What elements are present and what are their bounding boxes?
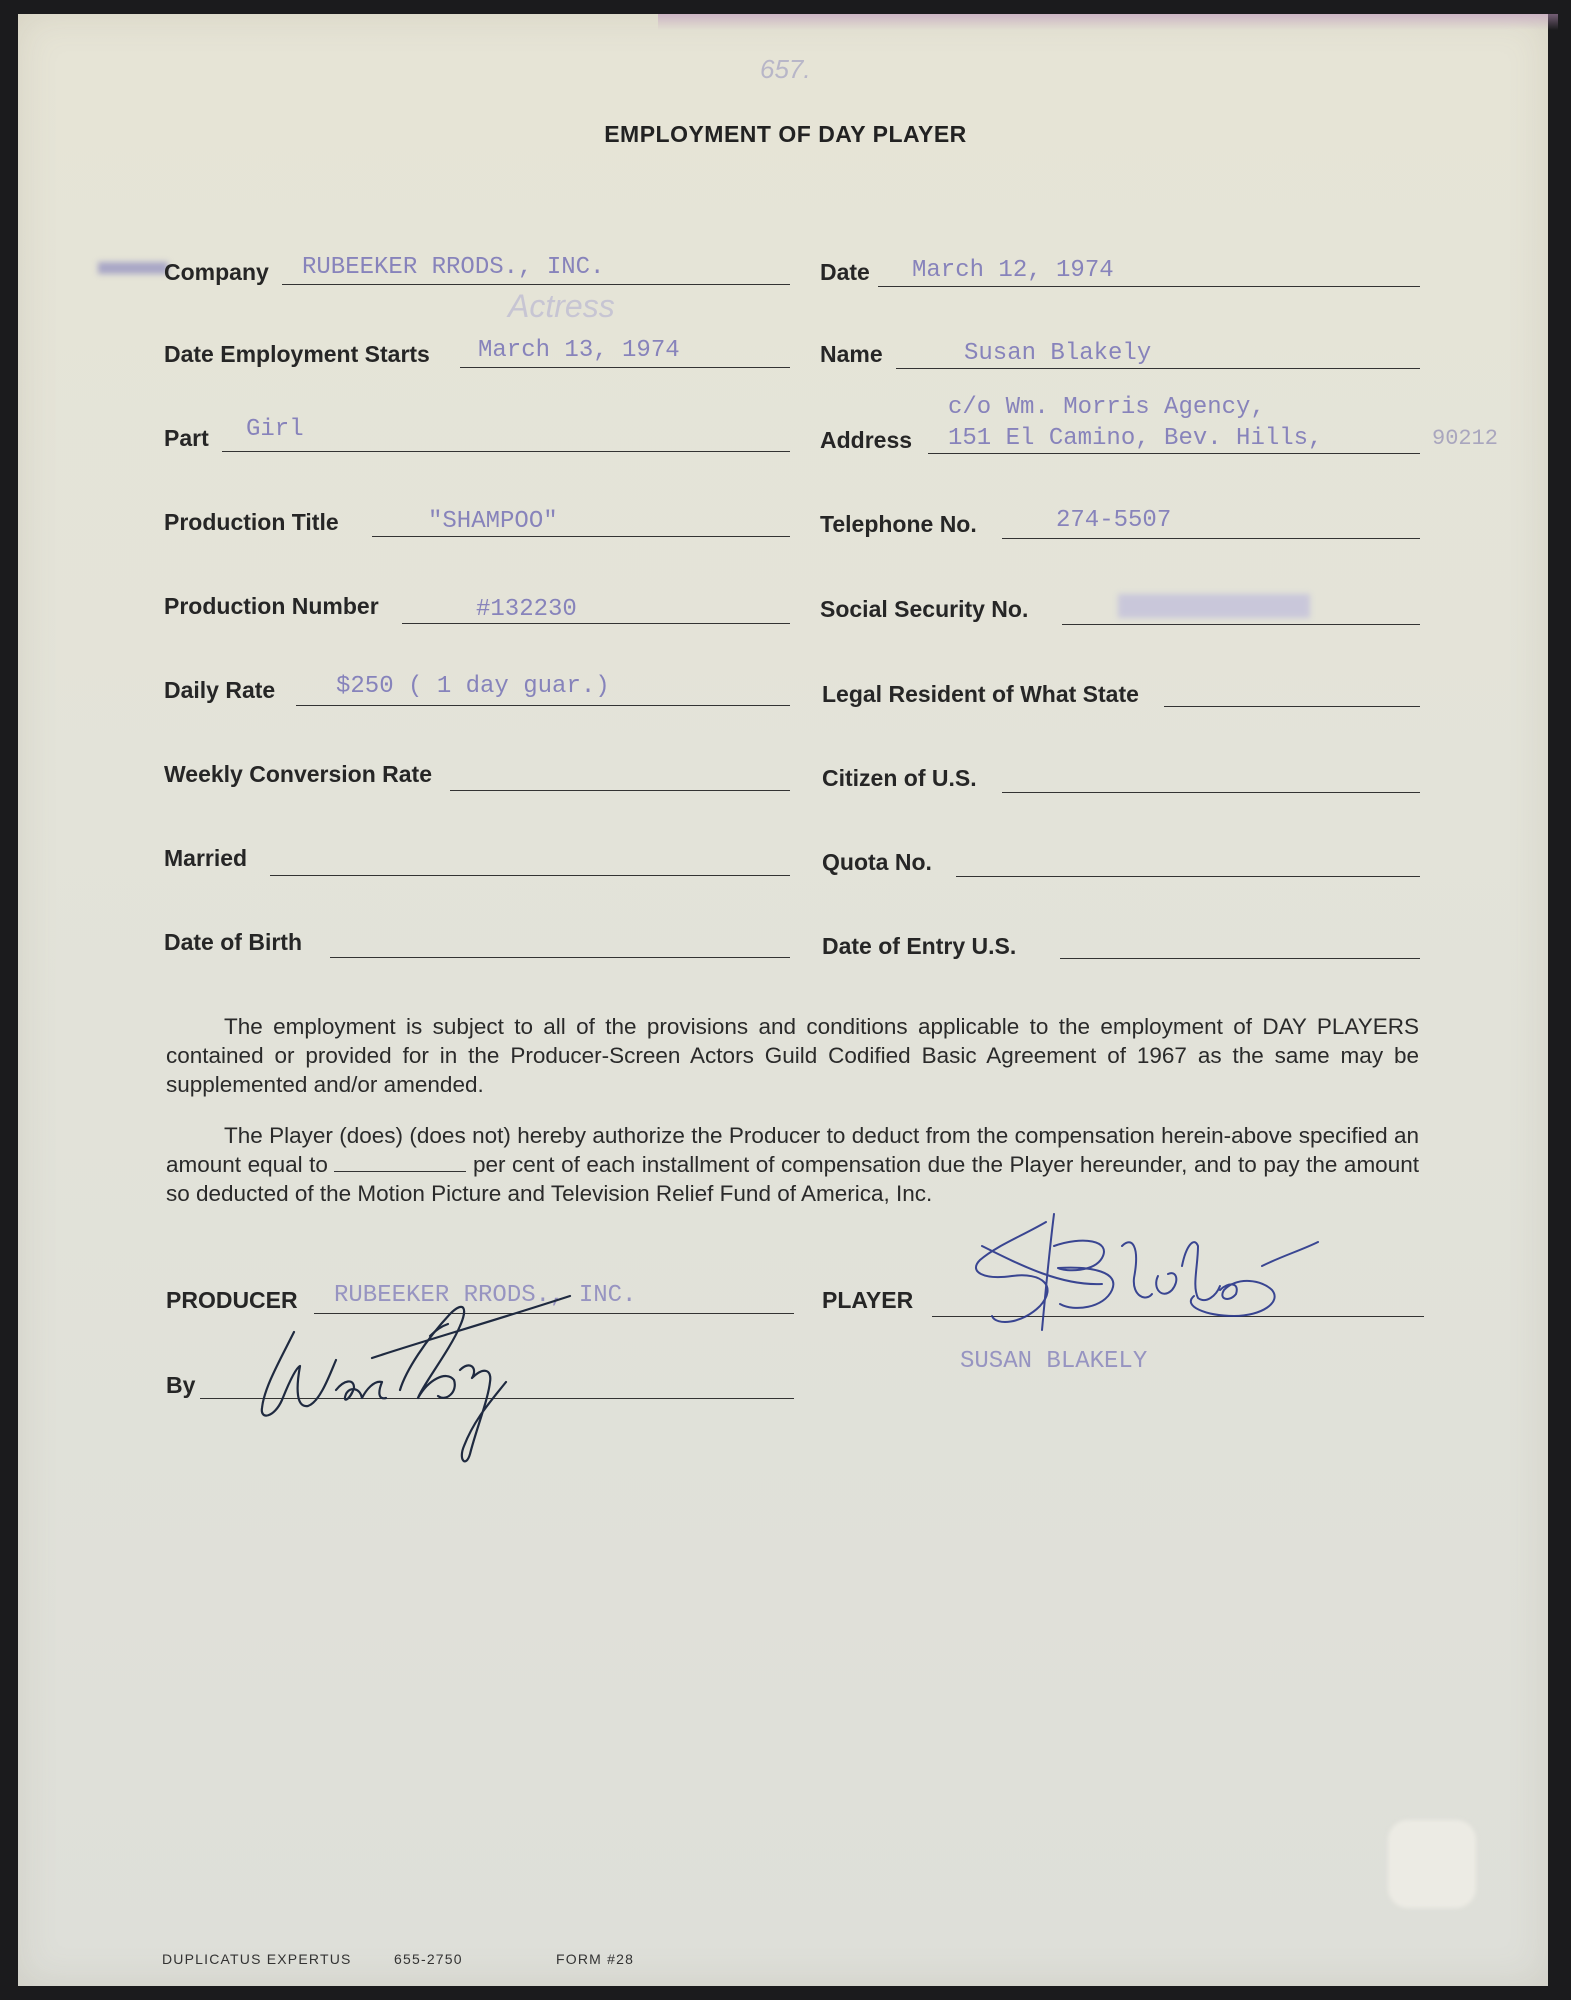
- smudge-mark: [98, 262, 168, 274]
- part-pencil-note: Actress: [508, 288, 615, 324]
- address-zip-value: 90212: [1432, 426, 1499, 451]
- company-value: RUBEEKER RRODS., INC.: [302, 254, 605, 281]
- daily-rate-label: Daily Rate: [164, 677, 276, 703]
- legal-resident-label: Legal Resident of What State: [822, 681, 1139, 707]
- daily-rate-line: [296, 705, 790, 706]
- date-of-entry-label: Date of Entry U.S.: [822, 933, 1017, 959]
- part-value: Girl: [246, 416, 304, 443]
- production-title-value: "SHAMPOO": [428, 508, 558, 535]
- corner-sticker: [1388, 1820, 1476, 1908]
- daily-rate-value: $250 ( 1 day guar.): [336, 673, 610, 700]
- date-employment-starts-label: Date Employment Starts: [164, 341, 430, 367]
- name-line: [896, 368, 1420, 369]
- company-label: Company: [164, 259, 269, 285]
- document-page: [18, 14, 1548, 1986]
- quota-label: Quota No.: [822, 849, 932, 875]
- social-security-redaction: [1118, 594, 1310, 618]
- date-label: Date: [820, 259, 870, 285]
- address-label: Address: [820, 427, 913, 453]
- production-number-label: Production Number: [164, 593, 379, 619]
- relief-fund-text-before: The Player (does) (does not) hereby authorize the Producer to deduct from the compensation herein-above specified an amount equal to: [166, 1123, 1419, 1177]
- player-name: SUSAN BLAKELY: [960, 1348, 1148, 1375]
- production-number-line: [402, 623, 790, 624]
- date-employment-starts-line: [460, 367, 790, 368]
- part-label: Part: [164, 425, 209, 451]
- social-security-line: [1062, 624, 1420, 625]
- percent-blank: [334, 1153, 466, 1172]
- relief-fund-text-after: per cent of each installment of compensation due the Player hereunder, and to pay the amount so deducted of the Motion Picture and Television Relief Fund of America, Inc.: [166, 1152, 1419, 1206]
- social-security-label: Social Security No.: [820, 596, 1029, 622]
- top-pencil-scribble: 657.: [760, 54, 811, 84]
- legal-resident-line: [1164, 706, 1420, 707]
- address-line2-value: 151 El Camino, Bev. Hills,: [948, 425, 1323, 452]
- telephone-line: [1002, 538, 1420, 539]
- quota-line: [956, 876, 1420, 877]
- paper-stain: [658, 14, 1558, 30]
- footer-form-number: FORM #28: [556, 1951, 635, 1967]
- footer-code: 655-2750: [394, 1951, 463, 1967]
- date-of-birth-line: [330, 957, 790, 958]
- production-number-value: #132230: [476, 596, 577, 623]
- citizen-line: [1002, 792, 1420, 793]
- relief-fund-paragraph: [166, 1121, 1419, 1208]
- citizen-label: Citizen of U.S.: [822, 765, 977, 791]
- by-label: By: [166, 1372, 196, 1398]
- telephone-value: 274-5507: [1056, 507, 1172, 534]
- footer-publisher: DUPLICATUS EXPERTUS: [162, 1951, 352, 1967]
- employment-terms-text: The employment is subject to all of the provisions and conditions applicable to the employment of DAY PLAYERS contained or provided for in the Producer-Screen Actors Guild Codified Basic Agreement of 1967 as the same may be supplemented and/or amended.: [166, 1014, 1419, 1097]
- production-title-line: [372, 536, 790, 537]
- date-of-entry-line: [1060, 958, 1420, 959]
- married-line: [270, 875, 790, 876]
- form-title: EMPLOYMENT OF DAY PLAYER: [604, 121, 967, 147]
- date-employment-starts-value: March 13, 1974: [478, 337, 680, 364]
- date-of-birth-label: Date of Birth: [164, 929, 302, 955]
- player-signature: [962, 1206, 1342, 1356]
- company-line: [282, 284, 790, 285]
- producer-value: RUBEEKER RRODS., INC.: [334, 1282, 637, 1309]
- employment-terms-paragraph: [166, 1012, 1419, 1099]
- address-line1-value: c/o Wm. Morris Agency,: [948, 394, 1265, 421]
- date-value: March 12, 1974: [912, 257, 1114, 284]
- address-line: [928, 453, 1420, 454]
- player-label: PLAYER: [822, 1287, 914, 1313]
- weekly-conversion-line: [450, 790, 790, 791]
- production-title-label: Production Title: [164, 509, 339, 535]
- name-label: Name: [820, 341, 883, 367]
- name-value: Susan Blakely: [964, 340, 1152, 367]
- married-label: Married: [164, 845, 248, 871]
- producer-label: PRODUCER: [166, 1287, 298, 1313]
- date-line: [878, 286, 1420, 287]
- weekly-conversion-label: Weekly Conversion Rate: [164, 761, 433, 787]
- producer-signature: [250, 1270, 590, 1470]
- part-line: [222, 451, 790, 452]
- telephone-label: Telephone No.: [820, 511, 977, 537]
